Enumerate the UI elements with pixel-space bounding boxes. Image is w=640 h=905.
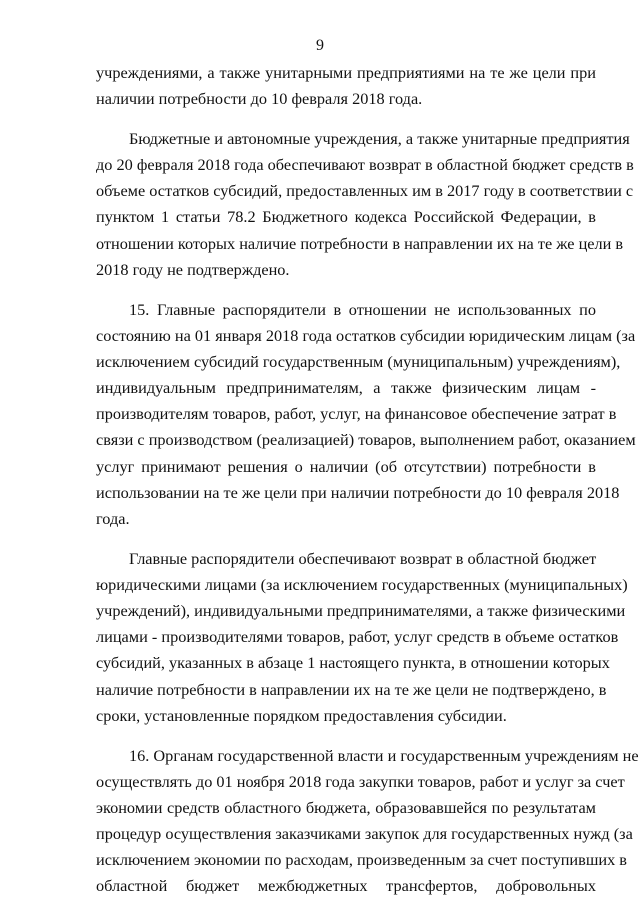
text-line: отношении которых наличие потребности в направлении их на те же цели в bbox=[96, 233, 624, 253]
text-line: исключением экономии по расходам, произведенным за счет поступивших в bbox=[96, 850, 627, 870]
text-line: Бюджетные и автономные учреждения, а также унитарные предприятия bbox=[129, 128, 630, 148]
text-line: областной бюджет межбюджетных трансфертов, добровольных bbox=[96, 876, 596, 896]
text-line: 16. Органам государственной власти и государственным учреждениям не bbox=[129, 745, 639, 765]
paragraph-item-16 bbox=[96, 743, 639, 900]
text-line: года. bbox=[96, 509, 130, 528]
document-body bbox=[96, 60, 639, 900]
text-line: процедур осуществления заказчиками закупок для государственных нужд (за bbox=[96, 824, 633, 844]
text-line: наличии потребности до 10 февраля 2018 года. bbox=[96, 89, 423, 109]
text-line: учреждениями, а также унитарными предприятиями на те же цели при bbox=[96, 63, 596, 82]
text-line: использовании на те же цели при наличии потребности до 10 февраля 2018 bbox=[96, 482, 620, 502]
text-line: 2018 году не подтверждено. bbox=[96, 259, 290, 279]
text-line: лицами - производителями товаров, работ, услуг средств в объеме остатков bbox=[96, 627, 619, 647]
text-line: юридическими лицами (за исключением государственных (муниципальных) bbox=[96, 574, 628, 594]
paragraph-budget-institutions bbox=[96, 126, 634, 283]
text-line: учреждений), индивидуальными предпринимателями, а также физическими bbox=[96, 601, 626, 621]
text-line: производителям товаров, работ, услуг, на финансовое обеспечение затрат в bbox=[96, 404, 617, 424]
text-line: осуществлять до 01 ноября 2018 года закупки товаров, работ и услуг за счет bbox=[96, 771, 625, 791]
text-line: пунктом 1 статьи 78.2 Бюджетного кодекса Российской Федерации, в bbox=[96, 207, 596, 227]
text-line: Главные распорядители обеспечивают возврат в областной бюджет bbox=[129, 548, 597, 568]
paragraph-return-obligation bbox=[96, 546, 628, 729]
text-line: исключением субсидий государственным (муниципальным) учреждениям), bbox=[96, 351, 621, 371]
page-number: 9 bbox=[316, 37, 324, 54]
text-line: связи с производством (реализацией) товаров, выполнением работ, оказанием bbox=[96, 430, 636, 450]
text-line: объеме остатков субсидий, предоставленных им в 2017 году в соответствии с bbox=[96, 181, 634, 201]
text-line: до 20 февраля 2018 года обеспечивают возврат в областной бюджет средств в bbox=[96, 155, 634, 175]
paragraph-item-15 bbox=[96, 297, 636, 533]
text-line: индивидуальным предпринимателям, а также физическим лицам - bbox=[96, 378, 596, 398]
text-line: экономии средств областного бюджета, образовавшейся по результатам bbox=[96, 797, 596, 817]
text-line: субсидий, указанных в абзаце 1 настоящего пункта, в отношении которых bbox=[96, 653, 610, 673]
text-line: сроки, установленные порядком предоставления субсидии. bbox=[96, 705, 507, 725]
text-line: услуг принимают решения о наличии (об отсутствии) потребности в bbox=[96, 456, 596, 476]
text-line: наличие потребности в направлении их на те же цели не подтверждено, в bbox=[96, 679, 607, 699]
paragraph-continuation bbox=[96, 60, 596, 112]
text-line: состоянию на 01 января 2018 года остатков субсидии юридическим лицам (за bbox=[96, 325, 636, 345]
text-line: 15. Главные распорядители в отношении не использованных по bbox=[129, 299, 596, 319]
